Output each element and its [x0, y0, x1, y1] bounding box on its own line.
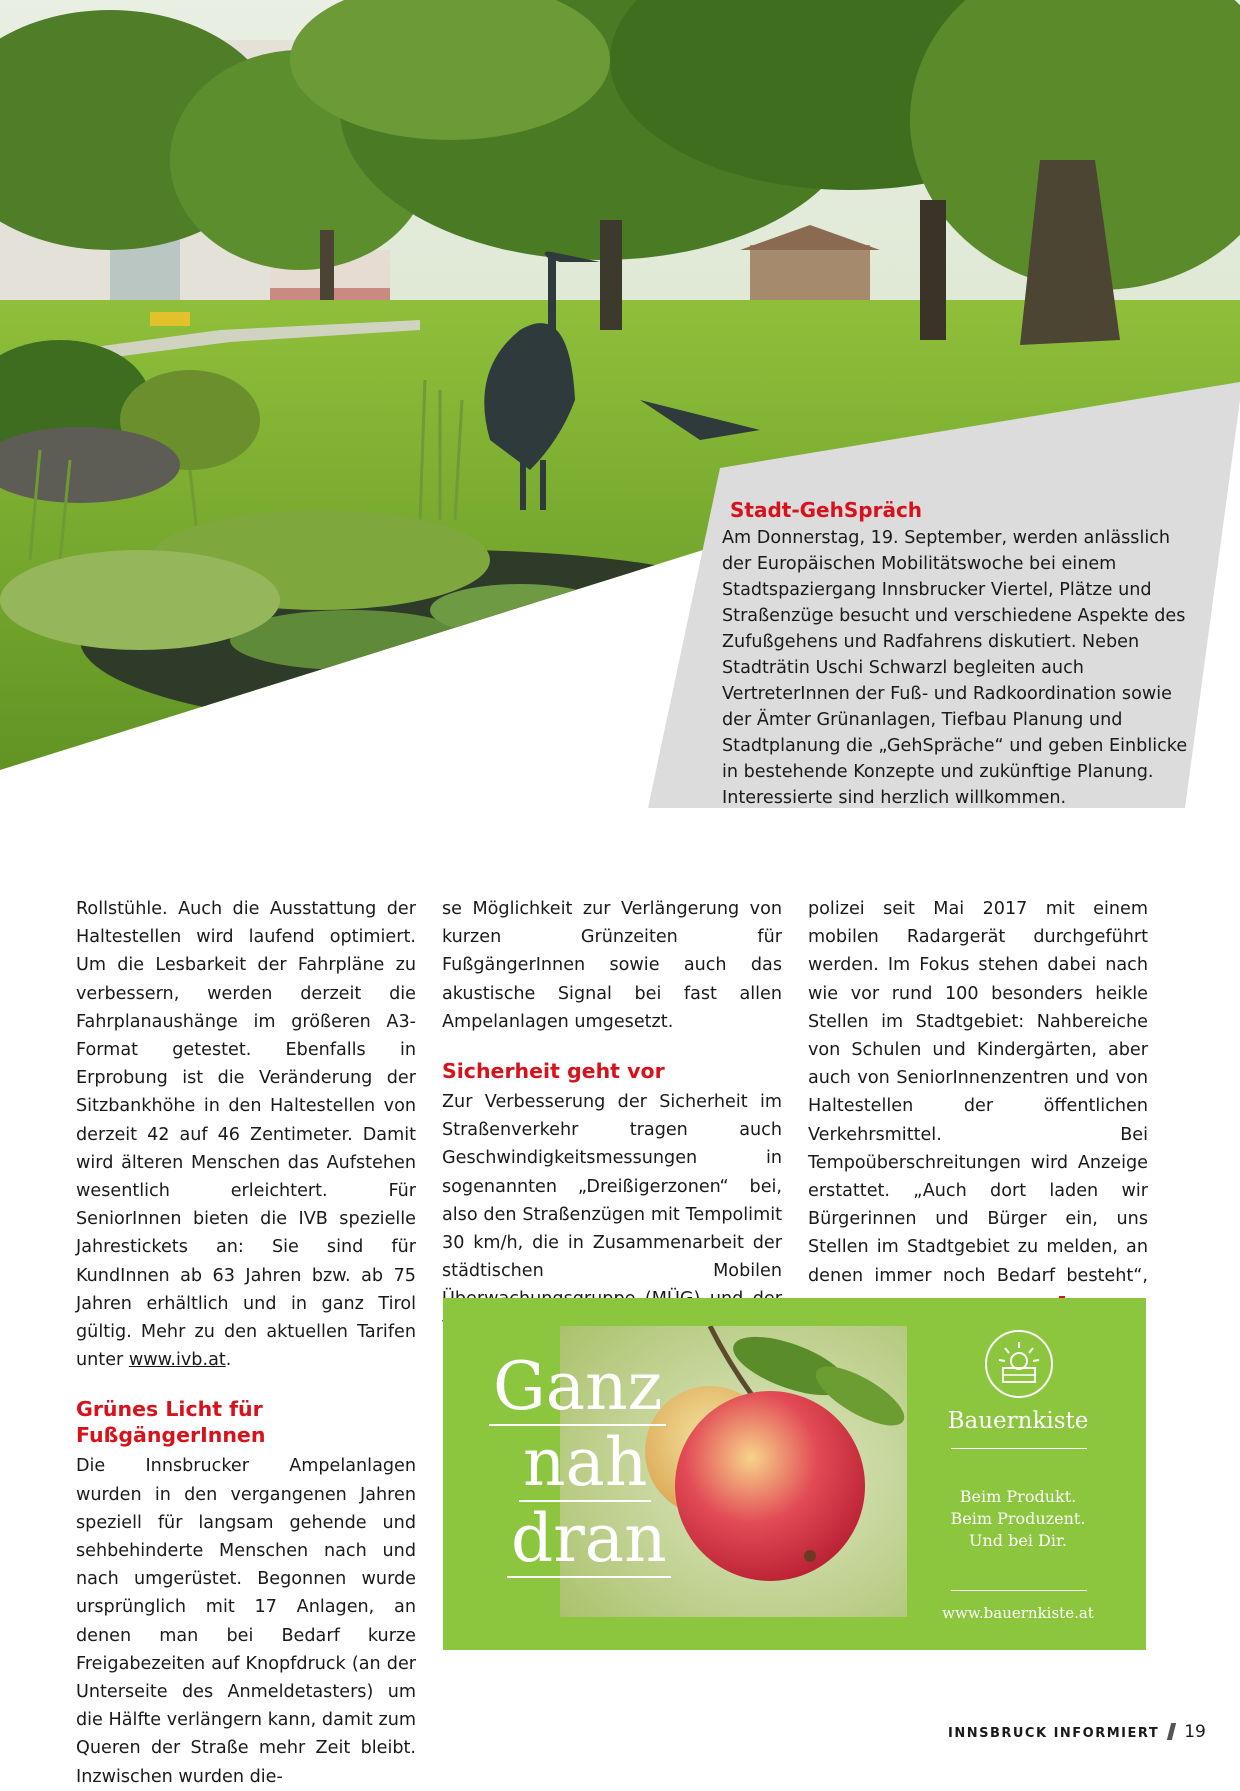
ad-claim-line: Beim Produzent. — [950, 1509, 1086, 1528]
info-box-title: Stadt-GehSpräch — [730, 498, 923, 522]
section-heading-gruenes-licht: Grünes Licht für FußgängerInnen — [76, 1397, 266, 1448]
publication-name: INNSBRUCK INFORMIERT — [948, 1726, 1160, 1741]
bauernkiste-logo-icon — [983, 1328, 1055, 1400]
article-paragraph: Zur Verbesserung der Sicherheit im Straßenverkehr tragen auch Geschwindigkeitsmessungen in sogenannten „Dreißigerzonen“ bei, also den Straßenzügen mit Tempolimit 30 km/h, die in Zusammenarbeit der städtischen Mobilen — [442, 1092, 782, 1282]
ad-headline-line: nah — [519, 1426, 651, 1502]
section-heading-sicherheit: Sicherheit geht vor — [442, 1059, 665, 1084]
info-box — [720, 497, 1190, 811]
ad-brand-name: Bauernkiste — [947, 1408, 1089, 1434]
article-paragraph — [808, 895, 1148, 1321]
ad-headline-line: dran — [507, 1502, 671, 1578]
ad-headline — [489, 1350, 671, 1578]
ad-website-link[interactable]: www.bauernkiste.at — [942, 1604, 1094, 1622]
ad-claim-line: Und bei Dir. — [969, 1531, 1067, 1550]
ad-headline-line: Ganz — [489, 1350, 666, 1426]
article-paragraph — [76, 895, 416, 1374]
paragraph-text: polizei seit Mai 2017 mit einem mobilen Radargerät durchgeführt werden. Im Fokus stehen dabei nach wie vor rund 100 besonders heikle Stellen im Stadtgebiet: Nahbereiche von Schulen und Kindergärten, aber auch von SeniorInnenzentren und von Haltestellen der öffentlichen Verkehrsmittel. Bei Tempoüberschreitungen wird Anzeige erstattet. „Auch dort laden wir Bürgerinnen und Bürger ein, uns Stellen im Stadtgebiet zu melden, an denen immer noch Bedarf besteht“, — [808, 899, 1148, 1286]
page-number: 19 — [1184, 1722, 1206, 1742]
ad-claim-line: Beim Produkt. — [959, 1487, 1077, 1506]
article-column-2 — [442, 895, 782, 1342]
divider — [951, 1590, 1087, 1591]
info-box-text: Am Donnerstag, 19. September, werden anlässlich der Europäischen Mobilitätswoche bei einem Stadtspaziergang Innsbrucker Viertel, Plätze und Straßenzüge besucht und verschiedene Aspekte des Zufußgehens und Radfahrens diskutiert. Neben Stadträtin Uschi Schwarzl begleiten auch VertreterInnen der Fuß- und Radkoordination sowie der Ämter Grünanlagen, Tiefbau Planung und Stadtplanung die „GehSpräche“ und geben Einblicke in bestehende Konzepte und zukünftige Planung. Interessierte sind herzlich willkommen. — [722, 528, 1188, 808]
bauernkiste-advertisement[interactable] — [443, 1298, 1146, 1650]
page-footer — [948, 1722, 1206, 1742]
paragraph-text: . — [225, 1350, 232, 1371]
divider — [951, 1448, 1087, 1449]
article-column-1 — [76, 895, 416, 1791]
ad-claims — [913, 1486, 1123, 1552]
article-column-3 — [808, 895, 1148, 1321]
article-paragraph: Die Innsbrucker Ampelanlagen wurden in den vergangenen Jahren speziell für langsam gehende und sehbehinderte Menschen nach und nach umgerüstet. Begonnen wurde ursprünglich mit 17 Anlagen, an denen man bei Bedarf kurze Freigabezeiten auf Knopfdruck (an der Unterseite des Anmeldetasters) um die Hälfte verlängern kann, damit zum Queren der Straße mehr Zeit bleibt. Inzwischen wurden die- — [76, 1456, 416, 1787]
article-paragraph: se Möglichkeit zur Verlängerung von kurzen Grünzeiten für FußgängerInnen sowie auch das akustische Signal bei fast allen Ampelanlagen umgesetzt. — [442, 899, 782, 1032]
ivb-link[interactable]: www.ivb.at — [128, 1350, 226, 1371]
paragraph-text: Rollstühle. Auch die Ausstattung der Haltestellen wird laufend optimiert. Um die Lesbarkeit der Fahrpläne zu verbessern, werden derzeit die Fahrplanaushänge im größeren A3-Format getestet. Ebenfalls in Erprobung ist die Veränderung der Sitzbankhöhe in den Haltestellen von derzeit 42 auf 46 Zentimeter. Damit wird älteren Menschen das Aufstehen wesentlich erleichtert. Für SeniorInnen bieten die IVB spezielle Jahrestickets an: Sie sind für KundInnen ab 63 Jahren bzw. ab 75 Jahren erhältlich und in ganz Tirol gültig. Mehr zu den aktuellen Tarifen unter — [76, 899, 416, 1371]
footer-separator-icon — [1167, 1723, 1176, 1740]
